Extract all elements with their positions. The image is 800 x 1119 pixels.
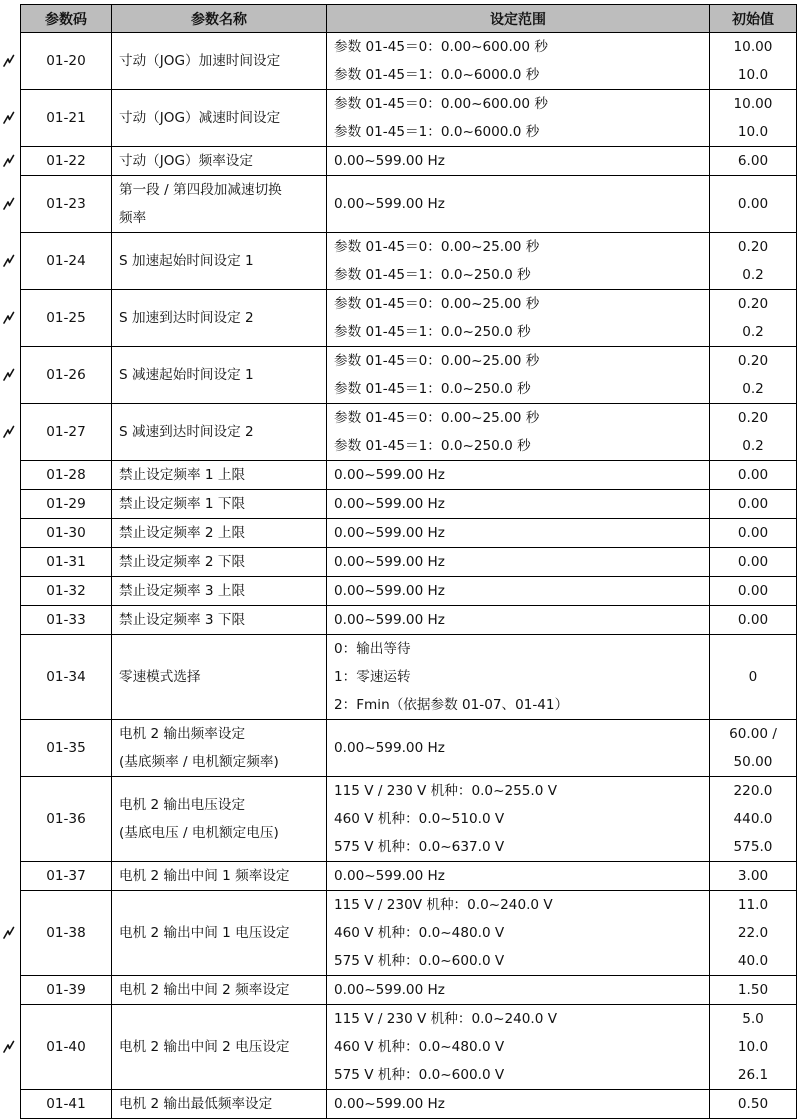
range-line: 0.00~599.00 Hz	[334, 153, 445, 169]
range-line: 参数 01-45＝0：0.00~25.00 秒	[334, 410, 540, 426]
range-line: 115 V / 230 V 机种：0.0~240.0 V	[334, 1011, 558, 1027]
table-row	[21, 777, 797, 862]
run-editable-icon	[3, 926, 15, 940]
param-default	[710, 404, 797, 461]
param-range	[327, 176, 710, 233]
table-row	[21, 548, 797, 577]
range-line: 115 V / 230 V 机种：0.0~255.0 V	[334, 783, 558, 799]
range-line: 1：零速运转	[334, 669, 411, 685]
range-line: 参数 01-45＝0：0.00~25.00 秒	[334, 296, 540, 312]
param-default	[710, 519, 797, 548]
param-default	[710, 90, 797, 147]
param-code: 01-20	[21, 33, 112, 90]
param-name	[112, 490, 327, 519]
param-name-line: 禁止设定频率 1 上限	[119, 467, 246, 483]
range-line: 参数 01-45＝1：0.0~6000.0 秒	[334, 124, 540, 140]
table-row	[21, 976, 797, 1005]
param-name	[112, 461, 327, 490]
range-line: 2：Fmin（依据参数 01-07、01-41）	[334, 697, 569, 713]
param-name-line: 电机 2 输出中间 1 电压设定	[119, 925, 290, 941]
param-name-line: 电机 2 输出中间 1 频率设定	[119, 868, 290, 884]
param-range	[327, 147, 710, 176]
default-line: 10.0	[737, 67, 769, 83]
param-default	[710, 347, 797, 404]
param-name	[112, 519, 327, 548]
param-default	[710, 577, 797, 606]
header-default: 初始值	[710, 5, 797, 33]
default-line: 22.0	[737, 925, 769, 941]
run-editable-icon	[3, 54, 15, 68]
param-default	[710, 891, 797, 976]
default-line: 10.00	[733, 39, 773, 55]
range-line: 0.00~599.00 Hz	[334, 583, 445, 599]
param-name	[112, 233, 327, 290]
param-name	[112, 635, 327, 720]
default-line: 60.00 /	[729, 726, 777, 742]
table-row	[21, 404, 797, 461]
param-name	[112, 147, 327, 176]
param-range	[327, 891, 710, 976]
param-default	[710, 290, 797, 347]
table-row	[21, 347, 797, 404]
param-code: 01-27	[21, 404, 112, 461]
header-name: 参数名称	[112, 5, 327, 33]
param-range	[327, 519, 710, 548]
range-line: 0.00~599.00 Hz	[334, 612, 445, 628]
param-name-line: 寸动（JOG）加速时间设定	[119, 53, 281, 69]
range-line: 115 V / 230V 机种：0.0~240.0 V	[334, 897, 553, 913]
param-name-line: 电机 2 输出中间 2 频率设定	[119, 982, 290, 998]
range-line: 参数 01-45＝0：0.00~600.00 秒	[334, 39, 548, 55]
param-default	[710, 33, 797, 90]
table-row	[21, 176, 797, 233]
default-line: 26.1	[737, 1067, 769, 1083]
default-line: 0.00	[737, 583, 769, 599]
param-range	[327, 404, 710, 461]
param-name-line: (基底电压 / 电机额定电压)	[119, 825, 279, 841]
param-code: 01-34	[21, 635, 112, 720]
param-name-line: 禁止设定频率 2 上限	[119, 525, 246, 541]
param-default	[710, 635, 797, 720]
range-line: 参数 01-45＝1：0.0~250.0 秒	[334, 438, 531, 454]
param-code: 01-37	[21, 862, 112, 891]
table-row	[21, 519, 797, 548]
param-range	[327, 290, 710, 347]
param-default	[710, 862, 797, 891]
run-editable-icon	[3, 254, 15, 268]
param-range	[327, 1005, 710, 1090]
table-row	[21, 720, 797, 777]
range-line: 参数 01-45＝0：0.00~25.00 秒	[334, 239, 540, 255]
param-range	[327, 976, 710, 1005]
range-line: 参数 01-45＝1：0.0~250.0 秒	[334, 381, 531, 397]
default-line: 0.20	[737, 353, 769, 369]
range-line: 0.00~599.00 Hz	[334, 467, 445, 483]
range-line: 参数 01-45＝1：0.0~250.0 秒	[334, 324, 531, 340]
param-default	[710, 606, 797, 635]
run-editable-icon	[3, 311, 15, 325]
header-code: 参数码	[21, 5, 112, 33]
param-name	[112, 606, 327, 635]
param-name-line: 电机 2 输出电压设定	[119, 797, 246, 813]
param-name	[112, 548, 327, 577]
param-name	[112, 176, 327, 233]
param-default	[710, 777, 797, 862]
param-code: 01-25	[21, 290, 112, 347]
range-line: 575 V 机种：0.0~600.0 V	[334, 953, 505, 969]
default-line: 0.2	[742, 267, 764, 283]
default-line: 0.00	[737, 467, 769, 483]
range-line: 0.00~599.00 Hz	[334, 982, 445, 998]
param-range	[327, 1090, 710, 1119]
range-line: 460 V 机种：0.0~480.0 V	[334, 1039, 505, 1055]
param-name	[112, 90, 327, 147]
table-row	[21, 577, 797, 606]
range-line: 0.00~599.00 Hz	[334, 496, 445, 512]
range-line: 参数 01-45＝0：0.00~600.00 秒	[334, 96, 548, 112]
table-row	[21, 147, 797, 176]
default-line: 0.00	[737, 525, 769, 541]
range-line: 参数 01-45＝1：0.0~250.0 秒	[334, 267, 531, 283]
table-row	[21, 635, 797, 720]
run-editable-icon	[3, 1040, 15, 1054]
param-default	[710, 490, 797, 519]
default-line: 3.00	[737, 868, 769, 884]
param-code: 01-32	[21, 577, 112, 606]
default-line: 5.0	[742, 1011, 764, 1027]
default-line: 10.00	[733, 96, 773, 112]
param-name-line: 电机 2 输出中间 2 电压设定	[119, 1039, 290, 1055]
range-line: 460 V 机种：0.0~480.0 V	[334, 925, 505, 941]
default-line: 440.0	[733, 811, 773, 827]
param-range	[327, 635, 710, 720]
param-default	[710, 548, 797, 577]
default-line: 10.0	[737, 1039, 769, 1055]
range-line: 参数 01-45＝0：0.00~25.00 秒	[334, 353, 540, 369]
table-row	[21, 90, 797, 147]
run-editable-icon	[3, 111, 15, 125]
default-line: 10.0	[737, 124, 769, 140]
run-editable-icon	[3, 154, 15, 168]
param-name	[112, 777, 327, 862]
table-row	[21, 1005, 797, 1090]
param-range	[327, 577, 710, 606]
default-line: 0.00	[737, 496, 769, 512]
param-default	[710, 147, 797, 176]
param-name	[112, 1090, 327, 1119]
param-code: 01-30	[21, 519, 112, 548]
param-name	[112, 1005, 327, 1090]
param-code: 01-39	[21, 976, 112, 1005]
default-line: 6.00	[737, 153, 769, 169]
param-name	[112, 720, 327, 777]
header-range: 设定范围	[327, 5, 710, 33]
table-row	[21, 891, 797, 976]
param-name-line: 零速模式选择	[119, 669, 201, 685]
param-range	[327, 862, 710, 891]
table-row	[21, 862, 797, 891]
param-default	[710, 720, 797, 777]
param-default	[710, 1090, 797, 1119]
param-name	[112, 891, 327, 976]
run-editable-icon	[3, 425, 15, 439]
param-name-line: 寸动（JOG）减速时间设定	[119, 110, 281, 126]
param-range	[327, 777, 710, 862]
param-code: 01-33	[21, 606, 112, 635]
default-line: 575.0	[733, 839, 773, 855]
param-name-line: S 减速起始时间设定 1	[119, 367, 254, 383]
default-line: 50.00	[733, 754, 773, 770]
param-code: 01-28	[21, 461, 112, 490]
default-line: 0	[748, 669, 758, 685]
param-code: 01-40	[21, 1005, 112, 1090]
param-name	[112, 33, 327, 90]
param-name	[112, 404, 327, 461]
table-row	[21, 606, 797, 635]
param-name-line: 第一段 / 第四段加减速切换	[119, 182, 282, 198]
range-line: 参数 01-45＝1：0.0~6000.0 秒	[334, 67, 540, 83]
param-code: 01-29	[21, 490, 112, 519]
param-code: 01-22	[21, 147, 112, 176]
param-default	[710, 976, 797, 1005]
default-line: 0.00	[737, 612, 769, 628]
param-default	[710, 461, 797, 490]
param-name	[112, 347, 327, 404]
param-code: 01-26	[21, 347, 112, 404]
default-line: 1.50	[737, 982, 769, 998]
param-default	[710, 176, 797, 233]
param-name-line: 电机 2 输出最低频率设定	[119, 1096, 273, 1112]
param-name-line: 禁止设定频率 3 上限	[119, 583, 246, 599]
param-name	[112, 976, 327, 1005]
param-range	[327, 720, 710, 777]
table-row	[21, 33, 797, 90]
range-line: 460 V 机种：0.0~510.0 V	[334, 811, 505, 827]
param-range	[327, 461, 710, 490]
range-line: 0.00~599.00 Hz	[334, 1096, 445, 1112]
param-name-line: 禁止设定频率 1 下限	[119, 496, 246, 512]
default-line: 40.0	[737, 953, 769, 969]
param-name-line: 寸动（JOG）频率设定	[119, 153, 253, 169]
range-line: 0.00~599.00 Hz	[334, 525, 445, 541]
param-range	[327, 33, 710, 90]
param-name-line: 电机 2 输出频率设定	[119, 726, 246, 742]
param-code: 01-35	[21, 720, 112, 777]
param-range	[327, 548, 710, 577]
param-name-line: (基底频率 / 电机额定频率)	[119, 754, 279, 770]
param-name	[112, 862, 327, 891]
default-line: 0.20	[737, 239, 769, 255]
param-name-line: S 加速到达时间设定 2	[119, 310, 254, 326]
table-row	[21, 490, 797, 519]
run-editable-icon	[3, 197, 15, 211]
param-default	[710, 1005, 797, 1090]
default-line: 11.0	[737, 897, 769, 913]
param-name-line: 禁止设定频率 3 下限	[119, 612, 246, 628]
table-row	[21, 290, 797, 347]
param-range	[327, 490, 710, 519]
default-line: 0.20	[737, 410, 769, 426]
table-row	[21, 233, 797, 290]
default-line: 0.20	[737, 296, 769, 312]
param-code: 01-21	[21, 90, 112, 147]
range-line: 0.00~599.00 Hz	[334, 740, 445, 756]
param-code: 01-41	[21, 1090, 112, 1119]
range-line: 0.00~599.00 Hz	[334, 554, 445, 570]
param-name-line: 禁止设定频率 2 下限	[119, 554, 246, 570]
param-range	[327, 233, 710, 290]
table-row	[21, 1090, 797, 1119]
range-line: 0.00~599.00 Hz	[334, 196, 445, 212]
default-line: 0.2	[742, 324, 764, 340]
range-line: 575 V 机种：0.0~600.0 V	[334, 1067, 505, 1083]
default-line: 0.00	[737, 196, 769, 212]
param-range	[327, 347, 710, 404]
param-range	[327, 606, 710, 635]
table-header	[21, 5, 797, 33]
param-name-line: 频率	[119, 210, 147, 226]
range-line: 0.00~599.00 Hz	[334, 868, 445, 884]
table-row	[21, 461, 797, 490]
range-line: 575 V 机种：0.0~637.0 V	[334, 839, 505, 855]
param-name-line: S 加速起始时间设定 1	[119, 253, 254, 269]
param-range	[327, 90, 710, 147]
param-name	[112, 290, 327, 347]
run-editable-icon	[3, 368, 15, 382]
default-line: 0.50	[737, 1096, 769, 1112]
parameter-table	[20, 4, 797, 1119]
range-line: 0：输出等待	[334, 641, 411, 657]
param-code: 01-23	[21, 176, 112, 233]
param-code: 01-31	[21, 548, 112, 577]
param-code: 01-38	[21, 891, 112, 976]
param-default	[710, 233, 797, 290]
param-name	[112, 577, 327, 606]
default-line: 0.2	[742, 438, 764, 454]
default-line: 0.2	[742, 381, 764, 397]
param-name-line: S 减速到达时间设定 2	[119, 424, 254, 440]
default-line: 220.0	[733, 783, 773, 799]
default-line: 0.00	[737, 554, 769, 570]
param-code: 01-24	[21, 233, 112, 290]
param-code: 01-36	[21, 777, 112, 862]
